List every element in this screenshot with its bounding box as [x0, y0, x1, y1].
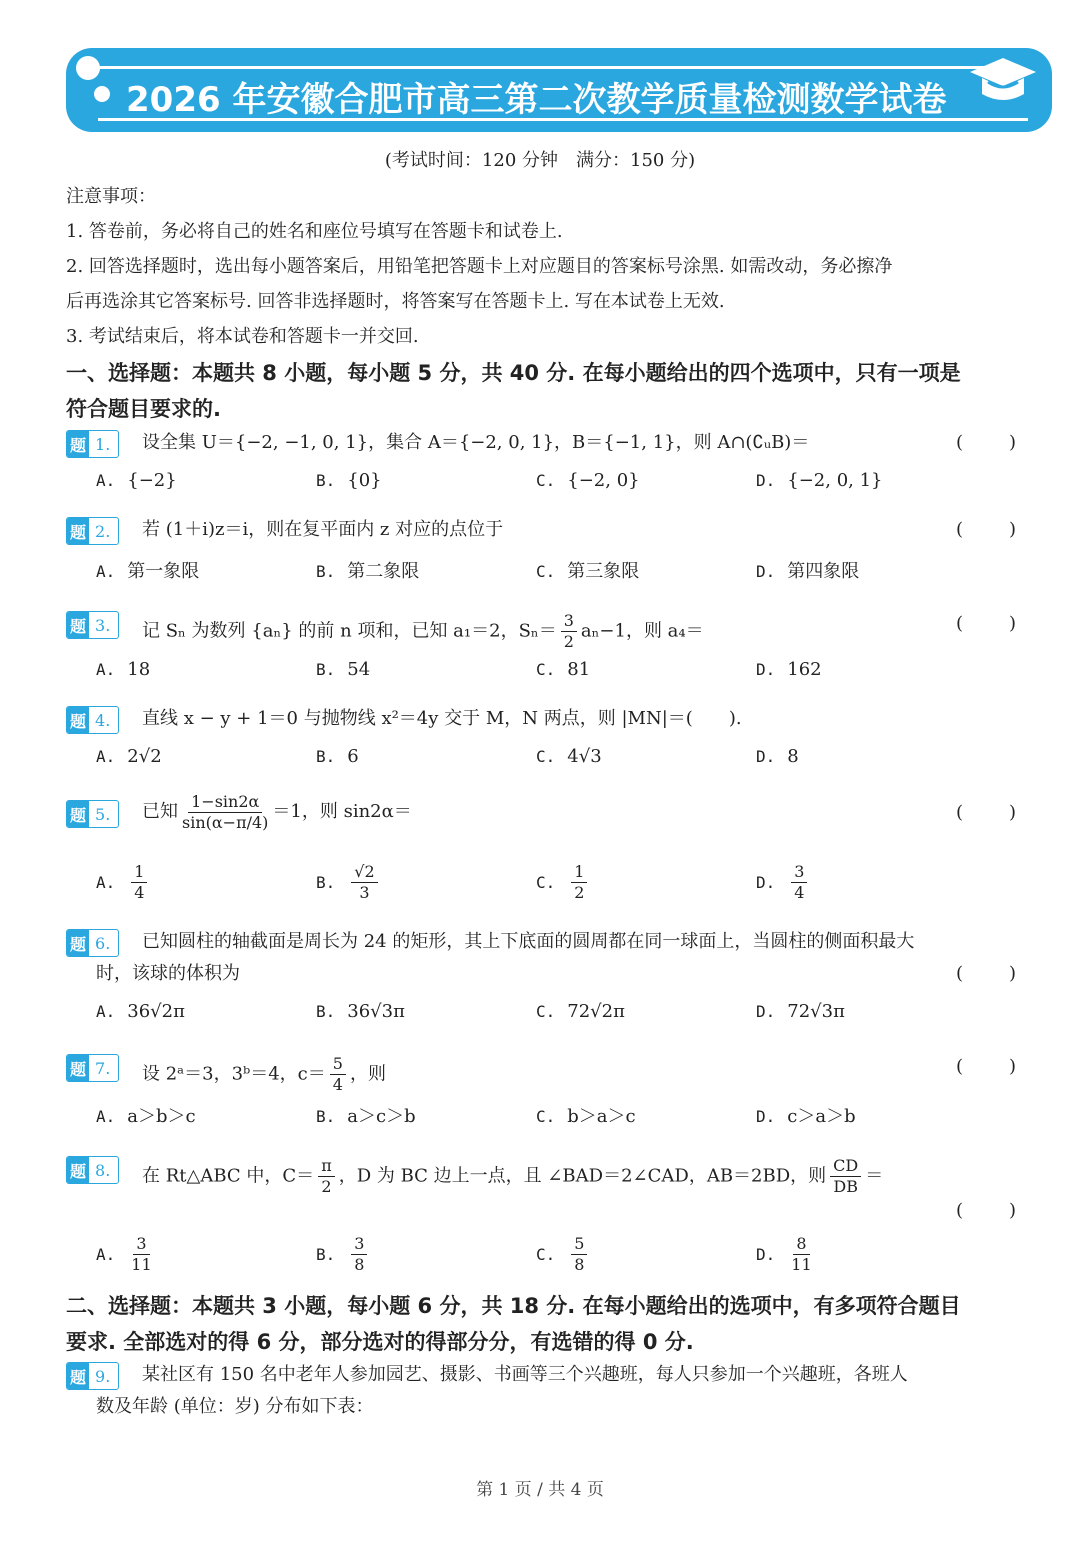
- option-c: C. 4√3: [536, 746, 602, 767]
- answer-paren: ( ): [956, 519, 1016, 540]
- option-a: A. 2√2: [96, 746, 162, 767]
- option-d: D. {−2, 0, 1}: [756, 470, 883, 491]
- option-c: C. {−2, 0}: [536, 470, 640, 491]
- notice-item: 1. 答卷前，务必将自己的姓名和座位号填写在答题卡和试卷上.: [66, 221, 563, 242]
- option-d: D. 8: [756, 746, 799, 767]
- option-d: D. 第四象限: [756, 561, 860, 582]
- question-text: 已知 $\frac{1-\sin 2\alpha}{\sin(\alpha-\pi/4)}$ ＝1，则 sin2α＝: [142, 791, 412, 832]
- section-heading: 要求. 全部选对的得 6 分，部分选对的得部分分，有选错的得 0 分.: [66, 1330, 694, 1354]
- question-5: [66, 791, 1016, 840]
- option-a: A. {−2}: [96, 470, 177, 491]
- answer-paren: ( ): [956, 432, 1016, 453]
- question-text: 记 Sₙ 为数列 {aₙ} 的前 n 项和，已知 a₁＝2，Sₙ＝ $\frac{3}{2}$ aₙ−1，则 a₄＝: [142, 611, 704, 651]
- option-c: C. b＞a＞c: [536, 1106, 636, 1127]
- question-badge: 题 7.: [66, 1054, 119, 1082]
- question-text: 已知圆柱的轴截面是周长为 24 的矩形，其上下底面的圆周都在同一球面上，当圆柱的侧面积最大: [142, 931, 915, 952]
- question-text: 时，该球的体积为: [96, 963, 240, 984]
- option-c: C. $\frac{1}{2}$: [536, 862, 591, 903]
- option-d: D. c＞a＞b: [756, 1106, 856, 1127]
- question-text: 直线 x − y + 1＝0 与抛物线 x²＝4y 交于 M，N 两点，则 |MN|＝( ).: [142, 708, 742, 729]
- question-badge: 题 3.: [66, 611, 119, 639]
- question-badge: 题 4.: [66, 706, 119, 734]
- question-4: [66, 706, 1016, 746]
- fraction: $\frac{3}{2}$: [561, 611, 577, 652]
- question-badge: 题 5.: [66, 800, 119, 828]
- exam-info: (考试时间：120 分钟 满分：150 分): [384, 150, 696, 171]
- option-d: D. $\frac{8}{11}$: [756, 1234, 812, 1274]
- fraction: $\frac{\pi}{2}$: [318, 1156, 335, 1197]
- option-b: B. $\frac{3}{8}$: [316, 1234, 371, 1275]
- question-1: [66, 430, 1016, 470]
- option-a: A. $\frac{1}{4}$: [96, 862, 151, 903]
- option-a: A. 第一象限: [96, 561, 200, 582]
- question-3: [66, 611, 1016, 651]
- question-7: [66, 1054, 1016, 1094]
- option-a: A. $\frac{3}{11}$: [96, 1234, 152, 1274]
- banner-dot: [94, 86, 110, 102]
- option-b: B. a＞c＞b: [316, 1106, 416, 1127]
- question-text: 若 (1＋i)z＝i，则在复平面内 z 对应的点位于: [142, 519, 504, 540]
- question-badge: 题 2.: [66, 517, 119, 545]
- fraction: $\frac{5}{4}$: [330, 1054, 346, 1095]
- option-c: C. 81: [536, 659, 591, 680]
- option-b: B. 第二象限: [316, 561, 420, 582]
- question-9: [66, 1362, 1016, 1422]
- option-a: A. a＞b＞c: [96, 1106, 196, 1127]
- question-text: 设 2ᵃ＝3，3ᵇ＝4，c＝ $\frac{5}{4}$ ，则: [142, 1054, 386, 1094]
- option-a: A. 36√2π: [96, 1001, 185, 1022]
- answer-paren: ( ): [956, 802, 1016, 823]
- title-banner: [66, 48, 1052, 132]
- fraction: $\frac{1-\sin 2\alpha}{\sin(\alpha-\pi/4)}$: [182, 791, 269, 832]
- section-heading: 一、选择题：本题共 8 小题，每小题 5 分，共 40 分. 在每小题给出的四个选项中，只有一项是: [66, 361, 961, 385]
- question-text: 在 Rt△ABC 中，C＝ $\frac{\pi}{2}$ ，D 为 BC 边上一点，且 ∠BAD＝2∠CAD，AB＝2BD，则 $\frac{CD}{DB}$ ＝: [142, 1156, 884, 1196]
- question-text: 设全集 U＝{−2, −1, 0, 1}，集合 A＝{−2, 0, 1}，B＝{−1, 1}，则 A∩(∁ᵤB)＝: [142, 432, 810, 453]
- question-6: [66, 929, 1016, 989]
- option-d: D. 72√3π: [756, 1001, 845, 1022]
- notice-item: 后再选涂其它答案标号. 回答非选择题时，将答案写在答题卡上. 写在本试卷上无效.: [66, 291, 725, 312]
- option-b: B. 6: [316, 746, 359, 767]
- question-2: [66, 517, 1016, 557]
- question-badge: 题 1.: [66, 430, 119, 458]
- answer-paren: ( ): [956, 613, 1016, 634]
- question-badge: 题 9.: [66, 1362, 119, 1390]
- option-c: C. 第三象限: [536, 561, 640, 582]
- question-text: 某社区有 150 名中老年人参加园艺、摄影、书画等三个兴趣班，每人只参加一个兴趣班，各班人: [142, 1364, 908, 1385]
- option-b: B. 54: [316, 659, 371, 680]
- option-b: B. 36√3π: [316, 1001, 405, 1022]
- question-8: [66, 1156, 1016, 1226]
- option-b: B. {0}: [316, 470, 382, 491]
- section-heading: 二、选择题：本题共 3 小题，每小题 6 分，共 18 分. 在每小题给出的选项中，有多项符合题目: [66, 1294, 961, 1318]
- answer-paren: ( ): [956, 963, 1016, 984]
- section-heading: 符合题目要求的.: [66, 397, 221, 421]
- graduation-cap-icon: [968, 54, 1038, 110]
- question-text: 数及年龄 (单位：岁) 分布如下表：: [96, 1396, 374, 1417]
- answer-paren: ( ): [956, 1200, 1016, 1221]
- page-number: 第 1 页 / 共 4 页: [476, 1480, 604, 1500]
- option-c: C. 72√2π: [536, 1001, 625, 1022]
- notice-item: 3. 考试结束后，将本试卷和答题卡一并交回.: [66, 326, 419, 347]
- option-a: A. 18: [96, 659, 151, 680]
- page-title: 2026 年安徽合肥市高三第二次教学质量检测数学试卷: [126, 80, 947, 120]
- fraction: $\frac{CD}{DB}$: [830, 1156, 861, 1197]
- notice-item: 2. 回答选择题时，选出每小题答案后，用铅笔把答题卡上对应题目的答案标号涂黑. 如需改动，务必擦净: [66, 256, 893, 277]
- answer-paren: ( ): [956, 1056, 1016, 1077]
- banner-line: [92, 66, 992, 69]
- notice-heading: 注意事项：: [66, 186, 156, 207]
- option-d: D. $\frac{3}{4}$: [756, 862, 811, 903]
- question-badge: 题 8.: [66, 1156, 119, 1184]
- question-badge: 题 6.: [66, 929, 119, 957]
- option-b: B. $\frac{√2}{3}$: [316, 862, 382, 903]
- option-d: D. 162: [756, 659, 822, 680]
- option-c: C. $\frac{5}{8}$: [536, 1234, 591, 1275]
